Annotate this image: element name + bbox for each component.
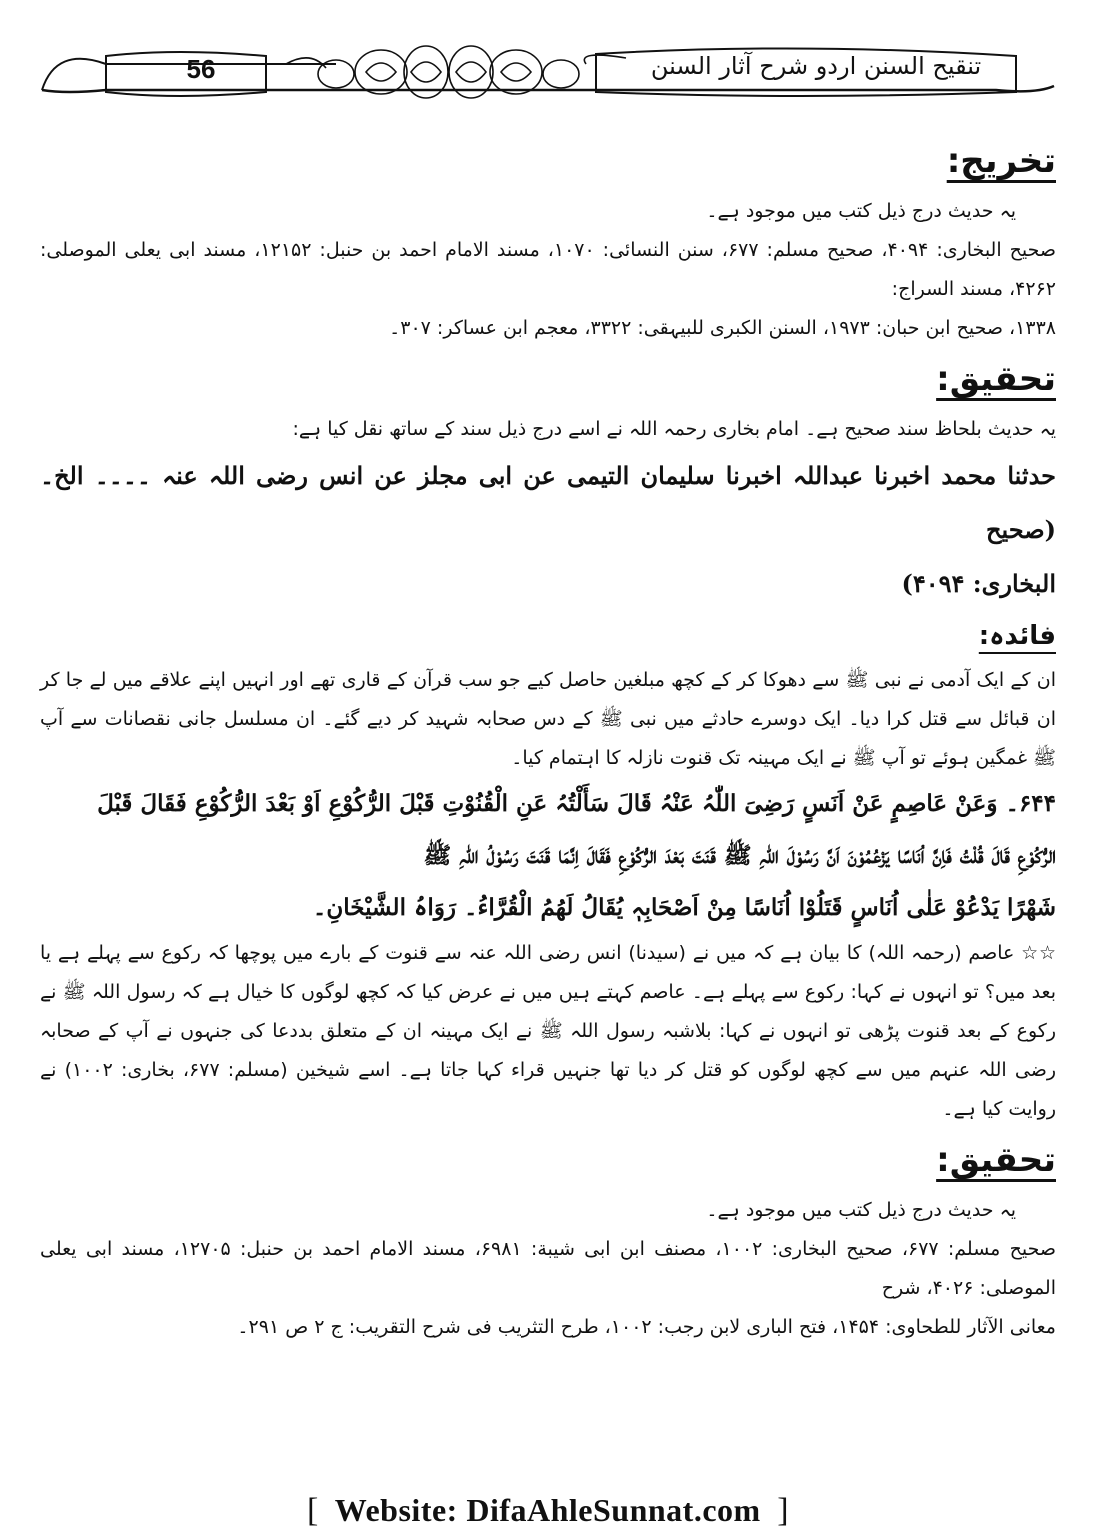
isnad-line2: البخاری: ۴۰۹۴) <box>901 569 1056 598</box>
tahqeeq-text: یہ حدیث بلحاظ سند صحیح ہے۔ امام بخاری رحمہ اللہ نے اسے درج ذیل سند کے ساتھ نقل کیا ہے: <box>292 418 1056 440</box>
tahqeeq-heading-2: تحقیق: <box>936 1140 1056 1180</box>
hadith-translation: ☆☆ عاصم (رحمہ اللہ) کا بیان ہے کہ میں نے (سیدنا) انس رضی اللہ عنہ سے قنوت کے بارے میں پوچھا کہ رکوع سے پہلے ہے یا بعد میں؟ تو انہوں نے کہا: رکوع سے پہلے ہے۔ عاصم کہتے ہیں میں نے عرض کیا کہ کچھ لوگوں کا خیال ہے کہ رسول اللہ ﷺ نے رکوع کے بعد قنوت پڑھی تو انہوں نے کہا: بلاشبہ رسول اللہ ﷺ نے ایک مہینہ ان کے متعلق بددعا کی جنہوں نے آپ کے صحابہ رضی اللہ عنہم میں سے کچھ لوگوں کو قتل کر دیا تھا جنہیں قراء کہا جاتا ہے۔ اسے شیخین (مسلم: ۶۷۷، بخاری: ۱۰۰۲) نے روایت کیا ہے۔ <box>40 942 1056 1120</box>
takhreej-intro: یہ حدیث درج ذیل کتب میں موجود ہے۔ <box>706 200 1016 222</box>
isnad-line1: حدثنا محمد اخبرنا عبداللہ اخبرنا سلیمان التیمی عن ابی مجلز عن انس رضی اللہ عنہ ۔۔۔۔ الخ۔ (صحیح <box>40 461 1056 544</box>
page-content <box>40 130 1056 1347</box>
tahqeeq-intro-2: یہ حدیث درج ذیل کتب میں موجود ہے۔ <box>706 1199 1016 1221</box>
footer-close-bracket: ] <box>777 1492 790 1529</box>
footer-open-bracket: [ <box>306 1492 319 1529</box>
page-number: 56 <box>186 54 216 84</box>
faida-text: ان کے ایک آدمی نے نبی ﷺ سے دھوکا کر کے کچھ مبلغین حاصل کیے جو سب قرآن کے قاری تھے اور انہیں اپنے علاقے میں لے جا کر ان قبائل سے قتل کرا دیا۔ ایک دوسرے حادثے میں نبی ﷺ کے دس صحابہ شہید کر دیے گئے۔ ان مسلسل جانی نقصانات سے آپ ﷺ غمگین ہوئے تو آپ ﷺ نے ایک مہینہ تک قنوت نازلہ کا اہتمام کیا۔ <box>40 669 1056 769</box>
takhreej-refs-line2: ۱۳۳۸، صحیح ابن حبان: ۱۹۷۳، السنن الکبری للبیہقی: ۳۳۲۲، معجم ابن عساکر: ۳۰۷۔ <box>389 317 1056 339</box>
page-header <box>36 34 1060 114</box>
hadith-line2: الرُّکُوْعِ قَالَ قُلْتُ فَاِنَّ اُنَاسًا یَزْعُمُوْنَ اَنَّ رَسُوْلَ اللّٰہِ ﷺ قَنَتَ بَعْدَ الرُّکُوْعِ فَقَالَ اِنَّمَا قَنَتَ رَسُوْلُ اللّٰہِ ﷺ <box>423 842 1056 869</box>
faida-heading: فائدہ: <box>978 621 1056 651</box>
hadith-line3: شَهْرًا یَدْعُوْ عَلٰی اُنَاسٍ قَتَلُوْا اُنَاسًا مِنْ اَصْحَابِہٖ یُقَالُ لَهُمُ الْقُرَّاءُ۔ رَوَاہُ الشَّیْخَانِ۔ <box>312 894 1056 921</box>
website-link[interactable]: Website: DifaAhleSunnat.com <box>334 1492 761 1528</box>
website-footer <box>0 1492 1096 1530</box>
hadith-line1: ۶۴۴۔ وَعَنْ عَاصِمٍ عَنْ اَنَسٍ رَضِیَ اللّٰہُ عَنْہُ قَالَ سَأَلْتُہُ عَنِ الْقُنُوْتِ قَبْلَ الرُّکُوْعِ اَوْ بَعْدَ الرُّکُوْعِ فَقَالَ قَبْلَ <box>97 790 1056 817</box>
book-title: تنقیح السنن اردو شرح آثار السنن <box>650 52 982 80</box>
tahqeeq-refs-line1: صحیح مسلم: ۶۷۷، صحیح البخاری: ۱۰۰۲، مصنف ابن ابی شیبة: ۶۹۸۱، مسند الامام احمد بن حنبل: ۱۲۷۰۵، مسند ابی یعلی الموصلی: ۴۰۲۶، شرح <box>40 1238 1056 1299</box>
tahqeeq-heading: تحقیق: <box>936 359 1056 399</box>
takhreej-refs-line1: صحیح البخاری: ۴۰۹۴، صحیح مسلم: ۶۷۷، سنن النسائی: ۱۰۷۰، مسند الامام احمد بن حنبل: ۱۲۱۵۲، مسند ابی یعلی الموصلی: ۴۲۶۲، مسند السراج: <box>40 239 1057 300</box>
tahqeeq-refs-line2: معانی الآثار للطحاوی: ۱۴۵۴، فتح الباری لابن رجب: ۱۰۰۲، طرح التثریب فی شرح التقریب: ج ۲ ص ۲۹۱۔ <box>237 1316 1056 1338</box>
takhreej-heading: تخریج: <box>946 141 1056 181</box>
